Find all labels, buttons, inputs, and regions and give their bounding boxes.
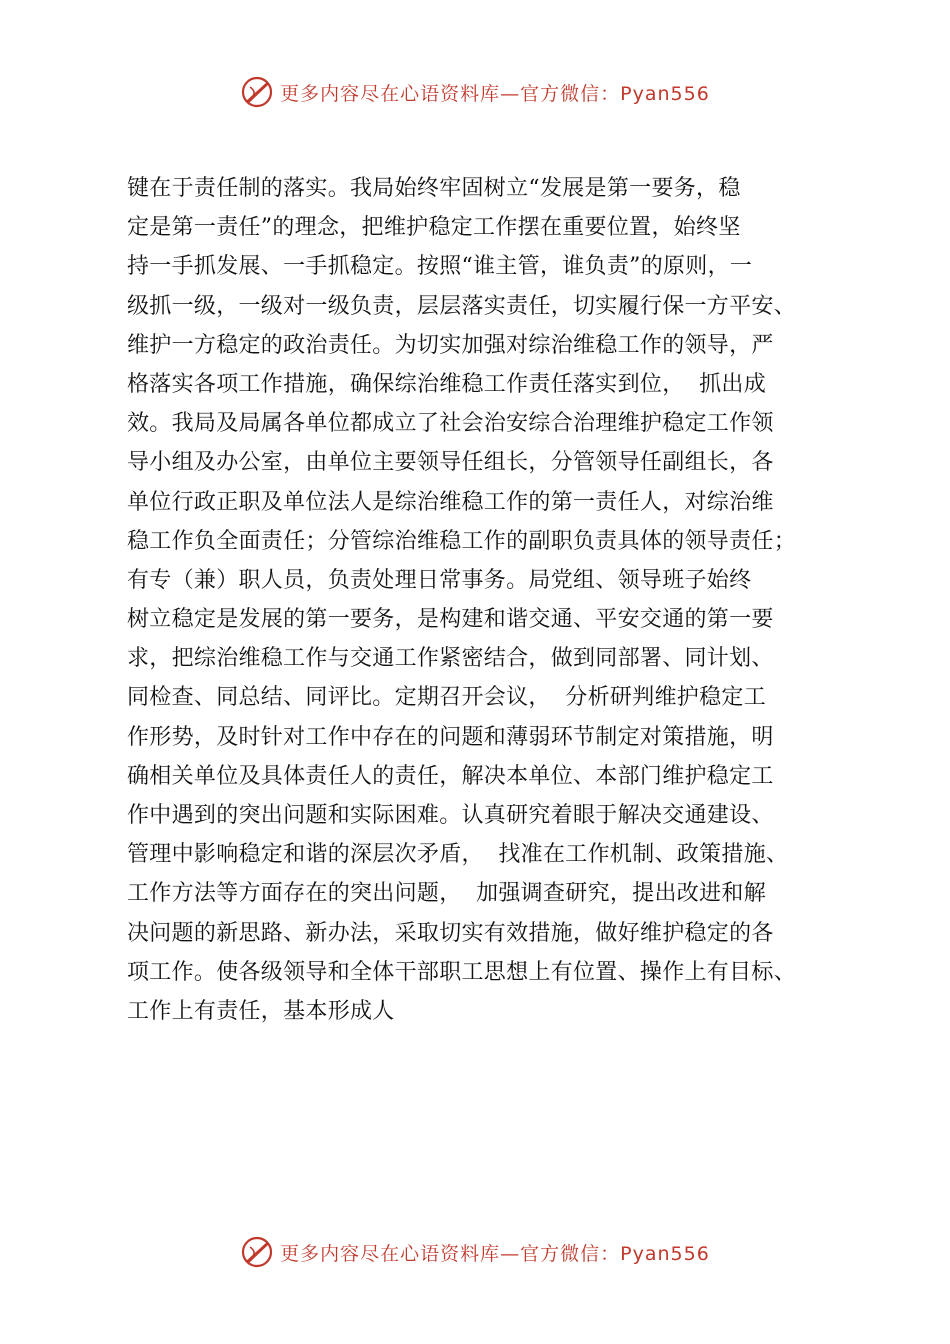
text-line: 决问题的新思路、新办法，采取切实有效措施，做好维护稳定的各: [127, 920, 774, 946]
text-line: 工作方法等方面存在的突出问题， 加强调查研究，提出改进和解: [127, 881, 766, 907]
text-line: 维护一方稳定的政治责任。为切实加强对综治维稳工作的领导，严: [127, 332, 774, 358]
text-line: 格落实各项工作措施，确保综治维稳工作责任落实到位， 抓出成: [127, 371, 766, 397]
text-line: 项工作。使各级领导和全体干部职工思想上有位置、操作上有目标、: [127, 959, 797, 985]
header-slogan: 更多内容尽在心语资料库—官方微信：Pyan556: [280, 82, 710, 105]
text-line: 作中遇到的突出问题和实际困难。认真研究着眼于解决交通建设、: [127, 803, 774, 828]
text-line: 定是第一责任”的理念，把维护稳定工作摆在重要位置，始终坚: [127, 215, 741, 241]
text-line: 求，把综治维稳工作与交通工作紧密结合，做到同部署、同计划、: [127, 646, 774, 672]
text-line: 稳工作负全面责任；分管综治维稳工作的副职负责具体的领导责任；: [127, 528, 797, 554]
pen-circle-logo-icon: [240, 1235, 274, 1269]
header-wechat-id: Pyan556: [620, 82, 710, 105]
text-line: 导小组及办公室，由单位主要领导任组长，分管领导任副组长，各: [127, 450, 774, 476]
text-line: 工作上有责任，基本形成人: [127, 998, 395, 1024]
document-body: [127, 169, 857, 1031]
text-line: 树立稳定是发展的第一要务，是构建和谐交通、平安交通的第一要: [127, 607, 774, 633]
footer-slogan: 更多内容尽在心语资料库—官方微信：Pyan556: [280, 1242, 710, 1265]
text-line: 同检查、同总结、同评比。定期召开会议， 分析研判维护稳定工: [127, 685, 766, 711]
text-line: 确相关单位及具体责任人的责任，解决本单位、本部门维护稳定工: [127, 763, 774, 789]
text-line: 作形势，及时针对工作中存在的问题和薄弱环节制定对策措施，明: [127, 724, 774, 750]
footer-wechat-id: Pyan556: [620, 1242, 710, 1265]
text-line: 级抓一级，一级对一级负责，层层落实责任，切实履行保一方平安、: [127, 293, 797, 319]
text-line: 键在于责任制的落实。我局始终牢固树立“发展是第一要务，稳: [127, 176, 741, 201]
pen-circle-logo-icon: [240, 75, 274, 109]
text-line: 管理中影响稳定和谐的深层次矛盾， 找准在工作机制、政策措施、: [127, 842, 789, 868]
text-line: 单位行政正职及单位法人是综治维稳工作的第一责任人，对综治维: [127, 489, 774, 515]
text-line: 效。我局及局属各单位都成立了社会治安综合治理维护稳定工作领: [127, 411, 774, 437]
footer-banner: [0, 1232, 950, 1272]
text-line: 有专（兼）职人员，负责处理日常事务。局党组、领导班子始终: [127, 567, 752, 593]
text-line: 持一手抓发展、一手抓稳定。按照“谁主管，谁负责”的原则，一: [127, 254, 753, 280]
header-banner: [0, 72, 950, 112]
